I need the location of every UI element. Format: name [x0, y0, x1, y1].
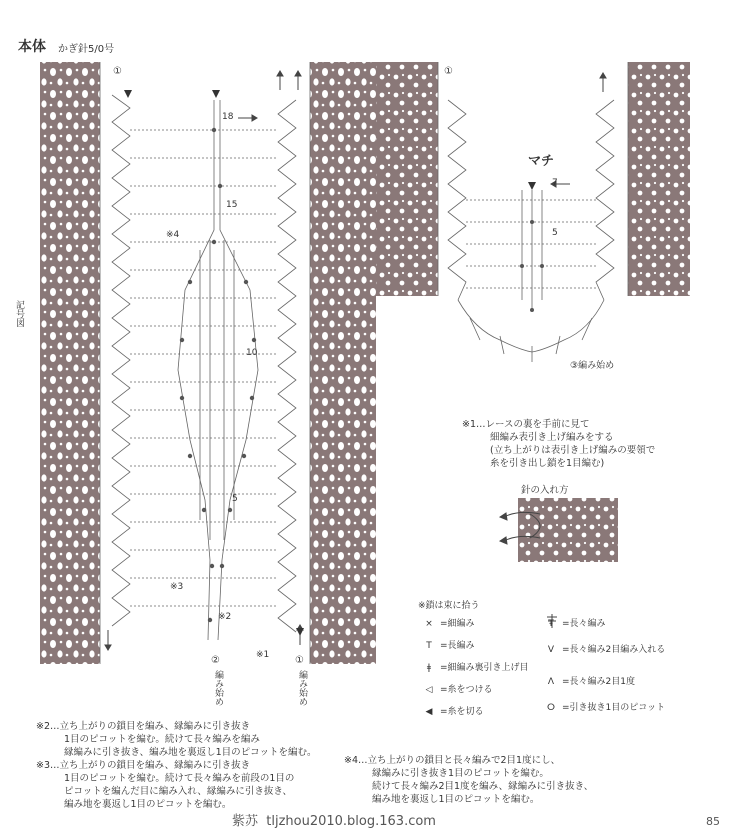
note-1-line-2: 細編み表引き上げ編みをする: [490, 432, 614, 443]
lace-strip-machi-left: [376, 62, 438, 296]
lace-strip-left: [40, 62, 100, 664]
picot-symbol: ⵔ: [547, 703, 555, 713]
legend-item-picot: ⵔ =引き抜き1目のピコット: [540, 700, 665, 713]
marker-4: ※4: [166, 230, 180, 240]
lace-strip-center: [310, 62, 376, 664]
circle-label-1b: ①: [444, 66, 453, 77]
note-4-line-4: 編み地を裏返し1目のピコットを編む。: [372, 794, 540, 805]
marker-2: ※2: [218, 612, 232, 622]
note-2-line-3: 縁編みに引き抜き、編み地を裏返し1目のピコットを編む。: [64, 747, 317, 758]
note-3-line-1: ※3…立ち上がりの鎖目を編み、縁編みに引き抜き: [36, 760, 251, 771]
legend-item-bpsc: ǂ =細編み裏引き上げ目: [418, 660, 529, 673]
page-title: 本体: [18, 39, 46, 55]
note-3-line-3: ピコットを編んだ目に編み入れ、縁編みに引き抜き、: [64, 786, 293, 797]
row-number-10: 10: [246, 348, 258, 358]
cut-symbol: ◀: [425, 707, 433, 717]
bpsc-symbol: ǂ: [426, 663, 432, 673]
circle-label-1a: ①: [113, 66, 122, 77]
legend-item-tr-dec: Λ =長々編み2目1度: [540, 674, 635, 687]
machi-title: マチ: [528, 154, 555, 169]
legend-header: ※鎖は束に拾う: [418, 601, 480, 611]
machi-row-7: 7: [552, 178, 558, 188]
main-stitch-lines: [100, 62, 310, 664]
legend-item-join: ◁ =糸をつける: [418, 682, 493, 695]
note-4-line-3: 続けて長々編み2目1度を編み、縁編みに引き抜き、: [372, 781, 594, 792]
legend-item-tr: Ŧ =長々編み: [540, 616, 606, 629]
start-label-2: 編み始め: [213, 670, 223, 706]
row-number-15: 15: [226, 200, 238, 210]
lace-strip-machi-right: [628, 62, 690, 296]
side-label: 記号図: [14, 300, 24, 327]
picot-dots: [180, 128, 256, 622]
note-1-line-3: (立ち上がりは表引き上げ編みの要領で: [490, 445, 656, 456]
note-3-line-4: 編み地を裏返し1目のピコットを編む。: [64, 799, 232, 810]
row-number-5: 5: [232, 494, 238, 504]
note-4-line-1: ※4…立ち上がりの鎖目と長々編みで2目1度にし、: [344, 755, 561, 766]
legend-item-tr-inc: V =長々編み2目編み入れる: [540, 642, 665, 655]
row-number-18: 18: [222, 112, 234, 122]
hook-size: かぎ針5/0号: [58, 44, 115, 55]
machi-stitch-lines: [438, 62, 628, 362]
sc-symbol: ×: [425, 619, 433, 629]
circle-label-2: ②: [211, 655, 220, 666]
note-2-line-1: ※2…立ち上がりの鎖目を編み、縁編みに引き抜き: [36, 721, 251, 732]
machi-start-label: ③編み始め: [570, 361, 615, 371]
legend-item-cut: ◀ =糸を切る: [418, 704, 484, 717]
page-number: 85: [706, 815, 720, 828]
needle-title: 針の入れ方: [521, 485, 569, 496]
note-2-line-2: 1目のピコットを編む。続けて長々編みを編み: [64, 734, 260, 745]
tr-dec-symbol: Λ: [547, 677, 555, 687]
note-4-line-2: 縁編みに引き抜き1目のピコットを編む。: [372, 768, 549, 779]
marker-3: ※3: [170, 582, 184, 592]
marker-1: ※1: [256, 650, 270, 660]
tr-inc-symbol: V: [547, 645, 555, 655]
circle-label-1c: ①: [295, 655, 304, 666]
tr-symbol: Ŧ: [548, 619, 554, 629]
legend-item-sc: × =細編み: [418, 616, 475, 629]
note-1-line-1: ※1…レースの裏を手前に見て: [462, 419, 590, 430]
start-label-1: 編み始め: [297, 670, 307, 706]
watermark: 紫苏 tljzhou2010.blog.163.com: [232, 814, 436, 829]
legend-item-dc: T =長編み: [418, 638, 475, 651]
needle-lace-sample: [518, 498, 618, 562]
note-3-line-2: 1目のピコットを編む。続けて長々編みを前段の1目の: [64, 773, 295, 784]
dc-symbol: T: [426, 641, 432, 651]
machi-row-5: 5: [552, 228, 558, 238]
note-1-line-4: 糸を引き出し鎖を1目編む): [490, 458, 605, 469]
join-symbol: ◁: [425, 685, 433, 695]
